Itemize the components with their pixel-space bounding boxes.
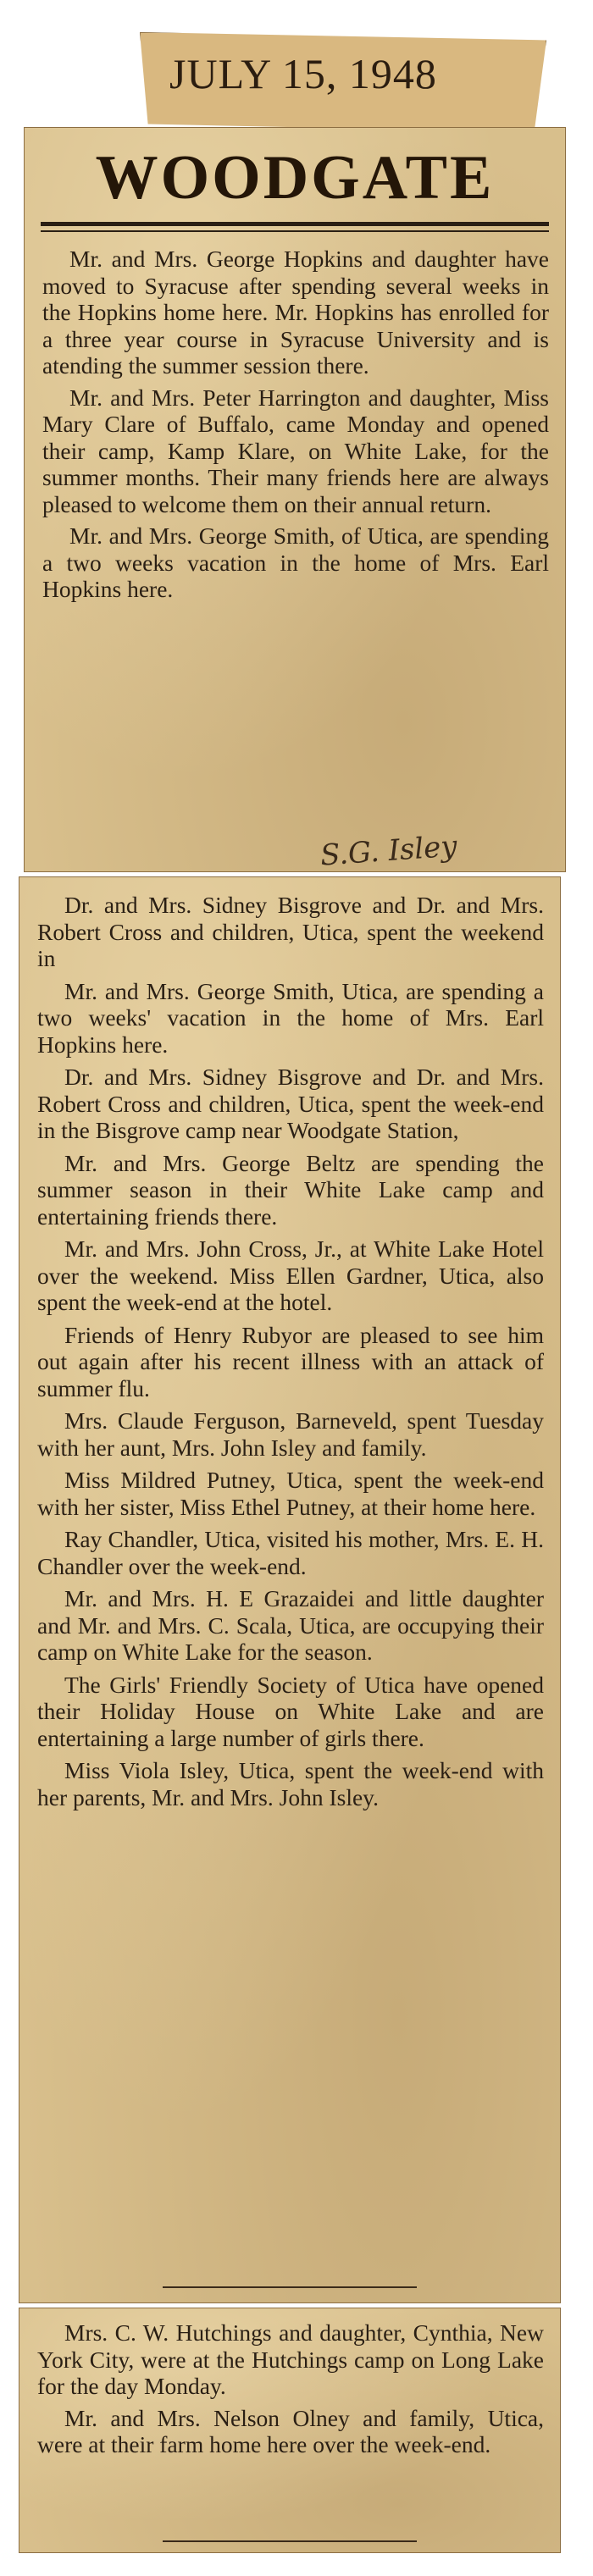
news-item: Miss Mildred Putney, Utica, spent the week-end with her sister, Miss Ethel Putney, at their home here. [37,1467,544,1520]
clipping-second [19,876,561,2303]
news-item: Mr. and Mrs. George Smith, of Utica, are spending a two weeks vacation in the home of Mrs. Earl Hopkins here. [42,522,549,602]
end-rule [163,2286,417,2288]
news-item: Mr. and Mrs. Peter Harrington and daughter, Miss Mary Clare of Buffalo, came Monday and opened their camp, Kamp Klare, on White Lake, for the summer months. Their many friends here are always pleased to welcome them on their annual return. [42,384,549,517]
news-item: Ray Chandler, Utica, visited his mother, Mrs. E. H. Chandler over the week-end. [37,1526,544,1579]
news-item: Mr. and Mrs. John Cross, Jr., at White Lake Hotel over the weekend. Miss Ellen Gardner, Utica, also spent the week-end at the hotel. [37,1235,544,1315]
heading-rule [41,222,549,226]
article-body [37,2319,544,2463]
column-heading: WOODGATE [95,143,495,213]
end-rule [163,2540,417,2542]
news-item: Mr. and Mrs. George Hopkins and daughter have moved to Syracuse after spending several weeks in the Hopkins home here. Mr. Hopkins has enrolled for a three year course in Syracuse University and is atending the summer session there. [42,246,549,379]
news-item: Mrs. Claude Ferguson, Barneveld, spent Tuesday with her aunt, Mrs. John Isley and family. [37,1407,544,1461]
news-item: The Girls' Friendly Society of Utica have opened their Holiday House on White Lake and are entertaining a large number of girls there. [37,1671,544,1751]
news-item: Mr. and Mrs. George Smith, Utica, are spending a two weeks' vacation in the home of Mrs. Earl Hopkins here. [37,977,544,1058]
heading-rule-thin [41,230,549,232]
news-item: Friends of Henry Rubyor are pleased to see him out again after his recent illness with an attack of summer flu. [37,1321,544,1401]
article-body [42,246,549,608]
news-item: Mr. and Mrs. H. E Grazaidei and little daughter and Mr. and Mrs. C. Scala, Utica, are occupying their camp on White Lake for the season. [37,1585,544,1665]
news-item: Dr. and Mrs. Sidney Bisgrove and Dr. and Mrs. Robert Cross and children, Utica, spent the week-end in the Bisgrove camp near Woodgate Station, [37,1064,544,1143]
news-item: Mr. and Mrs. George Beltz are spending the summer season in their White Lake camp and entertaining friends there. [37,1149,544,1230]
handwritten-signature: S.G. Isley [319,829,458,873]
news-item: Mr. and Mrs. Nelson Olney and family, Utica, were at their farm home here over the week-end. [37,2404,544,2457]
news-item: Dr. and Mrs. Sidney Bisgrove and Dr. and Mrs. Robert Cross and children, Utica, spent the weekend in [37,892,544,971]
article-body [37,892,544,1816]
clipping-woodgate [24,127,566,872]
news-item: Miss Viola Isley, Utica, spent the week-end with her parents, Mr. and Mrs. John Isley. [37,1757,544,1810]
clipping-third [19,2308,561,2553]
news-item: Mrs. C. W. Hutchings and daughter, Cynthia, New York City, were at the Hutchings camp on Long Lake for the day Monday. [37,2319,544,2399]
date-stamp: JULY 15, 1948 [169,50,437,97]
